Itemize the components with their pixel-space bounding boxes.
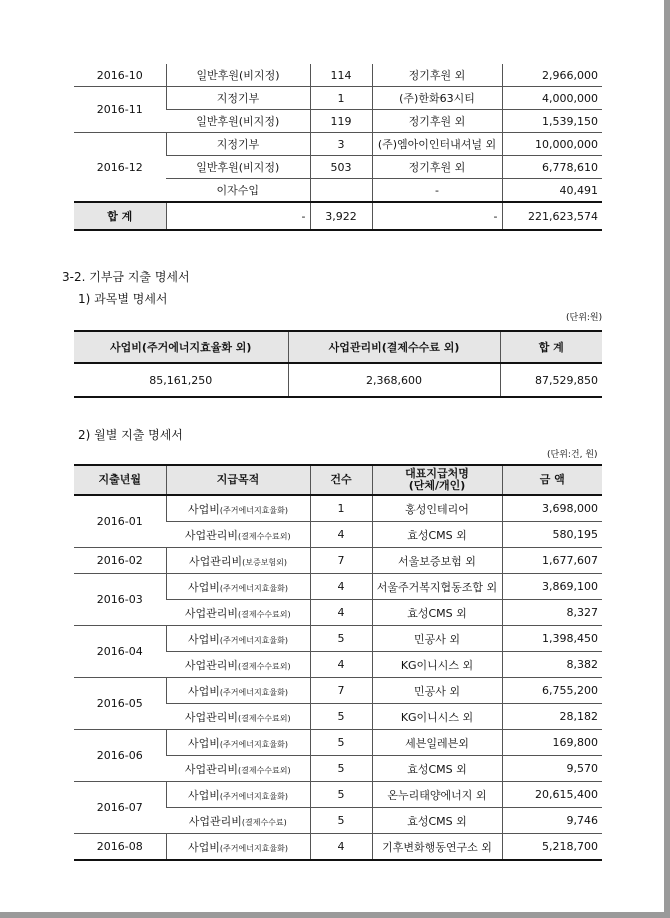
- expense-purpose: [166, 626, 310, 652]
- expense-amount: 169,800: [502, 730, 602, 756]
- expense-purpose-sub: (보증보험외): [242, 557, 288, 567]
- expense-purpose-main: 사업비: [188, 580, 220, 594]
- expense-month: 2016-08: [74, 834, 166, 861]
- income-count: 1: [310, 87, 372, 110]
- expense-purpose-sub: (결제수수료): [241, 817, 287, 827]
- expense-row: [74, 548, 602, 574]
- expense-purpose: [166, 495, 310, 522]
- income-donor: (주)한화63시티: [372, 87, 502, 110]
- page-shadow-bottom: [0, 912, 670, 918]
- monthly-table-body: [74, 495, 602, 860]
- total-amount: 221,623,574: [502, 202, 602, 230]
- expense-amount: 20,615,400: [502, 782, 602, 808]
- expense-amount: 9,570: [502, 756, 602, 782]
- category-table: [74, 330, 602, 398]
- expense-row: [74, 626, 602, 652]
- expense-recipient: 서울주거복지협동조합 외: [372, 574, 502, 600]
- section-title: 3-2. 기부금 지출 명세서: [62, 270, 190, 284]
- income-type: 일반후원(비지정): [166, 156, 310, 179]
- income-type: 지정기부: [166, 133, 310, 156]
- expense-purpose: [166, 600, 310, 626]
- header-recipient-line1: 대표지급처명: [405, 467, 469, 480]
- expense-purpose-sub: (주거에너지효율화): [219, 635, 288, 645]
- income-donor: 정기후원 외: [372, 64, 502, 87]
- income-donor: (주)엠아이인터내셔널 외: [372, 133, 502, 156]
- income-donor: 정기후원 외: [372, 156, 502, 179]
- income-amount: 40,491: [502, 179, 602, 203]
- expense-purpose: [166, 522, 310, 548]
- expense-purpose-main: 사업관리비: [188, 814, 242, 828]
- expense-recipient: 홍성인테리어: [372, 495, 502, 522]
- income-count: 3: [310, 133, 372, 156]
- income-type: 일반후원(비지정): [166, 110, 310, 133]
- expense-month: 2016-01: [74, 495, 166, 548]
- income-donor: 정기후원 외: [372, 110, 502, 133]
- expense-purpose-sub: (결제수수료외): [238, 661, 291, 671]
- income-count: 503: [310, 156, 372, 179]
- expense-purpose-main: 사업비: [188, 684, 220, 698]
- expense-count: 5: [310, 704, 372, 730]
- expense-month: 2016-04: [74, 626, 166, 678]
- header-recipient-line2: (단체/개인): [408, 479, 466, 492]
- income-total-row: [74, 202, 602, 230]
- expense-purpose-sub: (결제수수료외): [238, 531, 291, 541]
- expense-recipient: KG이니시스 외: [372, 704, 502, 730]
- expense-purpose-main: 사업비: [188, 502, 220, 516]
- income-table-body: [74, 64, 602, 202]
- income-amount: 10,000,000: [502, 133, 602, 156]
- total-donor: -: [372, 202, 502, 230]
- header-amount: 금 액: [502, 465, 602, 495]
- expense-count: 4: [310, 834, 372, 861]
- income-month: 2016-11: [74, 87, 166, 133]
- expense-purpose-main: 사업비: [188, 788, 220, 802]
- total-type: -: [166, 202, 310, 230]
- expense-amount: 1,677,607: [502, 548, 602, 574]
- income-count: [310, 179, 372, 203]
- expense-recipient: KG이니시스 외: [372, 652, 502, 678]
- expense-count: 7: [310, 548, 372, 574]
- expense-purpose-main: 사업관리비: [184, 762, 238, 776]
- expense-amount: 8,327: [502, 600, 602, 626]
- expense-recipient: 민공사 외: [372, 678, 502, 704]
- income-row: [74, 87, 602, 110]
- expense-row: [74, 782, 602, 808]
- income-donor: -: [372, 179, 502, 203]
- expense-purpose: [166, 548, 310, 574]
- category-value-row: [74, 363, 602, 397]
- expense-amount: 28,182: [502, 704, 602, 730]
- expense-month: 2016-06: [74, 730, 166, 782]
- header-month: 지출년월: [74, 465, 166, 495]
- monthly-expense-table: [74, 464, 602, 861]
- expense-month: 2016-07: [74, 782, 166, 834]
- expense-recipient: 기후변화행동연구소 외: [372, 834, 502, 861]
- expense-purpose-sub: (결제수수료외): [238, 713, 291, 723]
- category-value-2: 2,368,600: [288, 363, 500, 397]
- expense-purpose-main: 사업비: [188, 736, 220, 750]
- expense-purpose: [166, 834, 310, 861]
- expense-recipient: 효성CMS 외: [372, 808, 502, 834]
- expense-recipient: 효성CMS 외: [372, 522, 502, 548]
- expense-purpose: [166, 808, 310, 834]
- subsection-title-1: 1) 과목별 명세서: [78, 292, 168, 306]
- expense-purpose-main: 사업관리비: [184, 606, 238, 620]
- category-header-3: 합 계: [500, 331, 602, 363]
- expense-purpose-sub: (주거에너지효율화): [219, 505, 288, 515]
- expense-purpose-sub: (결제수수료외): [238, 765, 291, 775]
- expense-amount: 8,382: [502, 652, 602, 678]
- category-header-row: [74, 331, 602, 363]
- category-header-1: 사업비(주거에너지효율화 외): [74, 331, 288, 363]
- expense-purpose-sub: (주거에너지효율화): [219, 687, 288, 697]
- total-label: 합 계: [74, 202, 166, 230]
- monthly-header-row: [74, 465, 602, 495]
- expense-row: [74, 730, 602, 756]
- expense-month: 2016-05: [74, 678, 166, 730]
- income-month: 2016-10: [74, 64, 166, 87]
- expense-purpose-main: 사업관리비: [184, 658, 238, 672]
- expense-purpose-sub: (주거에너지효율화): [219, 843, 288, 853]
- page-shadow-right: [664, 0, 670, 918]
- expense-recipient: 온누리태양에너지 외: [372, 782, 502, 808]
- expense-recipient: 효성CMS 외: [372, 756, 502, 782]
- income-table: [74, 64, 602, 231]
- expense-month: 2016-02: [74, 548, 166, 574]
- total-count: 3,922: [310, 202, 372, 230]
- expense-purpose-sub: (주거에너지효율화): [219, 583, 288, 593]
- income-month: 2016-12: [74, 133, 166, 203]
- expense-row: [74, 574, 602, 600]
- unit-label-2: (단위:건, 원): [547, 450, 598, 460]
- income-count: 114: [310, 64, 372, 87]
- subsection-title-2: 2) 월별 지출 명세서: [78, 428, 183, 442]
- expense-purpose-main: 사업비: [188, 632, 220, 646]
- expense-purpose: [166, 574, 310, 600]
- income-amount: 1,539,150: [502, 110, 602, 133]
- expense-purpose-main: 사업관리비: [184, 528, 238, 542]
- expense-recipient: 서울보증보험 외: [372, 548, 502, 574]
- expense-purpose: [166, 756, 310, 782]
- expense-purpose-sub: (주거에너지효율화): [219, 791, 288, 801]
- income-amount: 6,778,610: [502, 156, 602, 179]
- expense-count: 5: [310, 782, 372, 808]
- unit-label-1: (단위:원): [566, 313, 603, 323]
- income-row: [74, 64, 602, 87]
- income-amount: 4,000,000: [502, 87, 602, 110]
- expense-count: 4: [310, 600, 372, 626]
- expense-recipient: 민공사 외: [372, 626, 502, 652]
- category-header-2: 사업관리비(결제수수료 외): [288, 331, 500, 363]
- expense-amount: 9,746: [502, 808, 602, 834]
- expense-count: 1: [310, 495, 372, 522]
- expense-purpose: [166, 652, 310, 678]
- expense-amount: 6,755,200: [502, 678, 602, 704]
- expense-purpose-sub: (결제수수료외): [238, 609, 291, 619]
- expense-amount: 5,218,700: [502, 834, 602, 861]
- income-type: 지정기부: [166, 87, 310, 110]
- expense-count: 7: [310, 678, 372, 704]
- expense-month: 2016-03: [74, 574, 166, 626]
- expense-amount: 3,698,000: [502, 495, 602, 522]
- income-count: 119: [310, 110, 372, 133]
- expense-purpose: [166, 730, 310, 756]
- expense-count: 5: [310, 808, 372, 834]
- expense-amount: 580,195: [502, 522, 602, 548]
- income-row: [74, 133, 602, 156]
- expense-count: 4: [310, 574, 372, 600]
- expense-purpose-main: 사업관리비: [188, 554, 243, 568]
- expense-recipient: 효성CMS 외: [372, 600, 502, 626]
- expense-count: 4: [310, 522, 372, 548]
- expense-row: [74, 678, 602, 704]
- income-type: 이자수입: [166, 179, 310, 203]
- income-type: 일반후원(비지정): [166, 64, 310, 87]
- header-count: 건수: [310, 465, 372, 495]
- header-recipient: [372, 465, 502, 495]
- category-value-3: 87,529,850: [500, 363, 602, 397]
- expense-purpose: [166, 704, 310, 730]
- expense-count: 5: [310, 626, 372, 652]
- category-value-1: 85,161,250: [74, 363, 288, 397]
- expense-purpose: [166, 678, 310, 704]
- expense-purpose-main: 사업비: [188, 840, 220, 854]
- expense-count: 5: [310, 756, 372, 782]
- expense-amount: 3,869,100: [502, 574, 602, 600]
- expense-recipient: 세븐일레븐외: [372, 730, 502, 756]
- expense-row: [74, 834, 602, 861]
- expense-purpose-sub: (주거에너지효율화): [219, 739, 288, 749]
- expense-count: 5: [310, 730, 372, 756]
- header-purpose: 지급목적: [166, 465, 310, 495]
- income-amount: 2,966,000: [502, 64, 602, 87]
- expense-purpose-main: 사업관리비: [184, 710, 238, 724]
- expense-purpose: [166, 782, 310, 808]
- expense-amount: 1,398,450: [502, 626, 602, 652]
- expense-count: 4: [310, 652, 372, 678]
- expense-row: [74, 495, 602, 522]
